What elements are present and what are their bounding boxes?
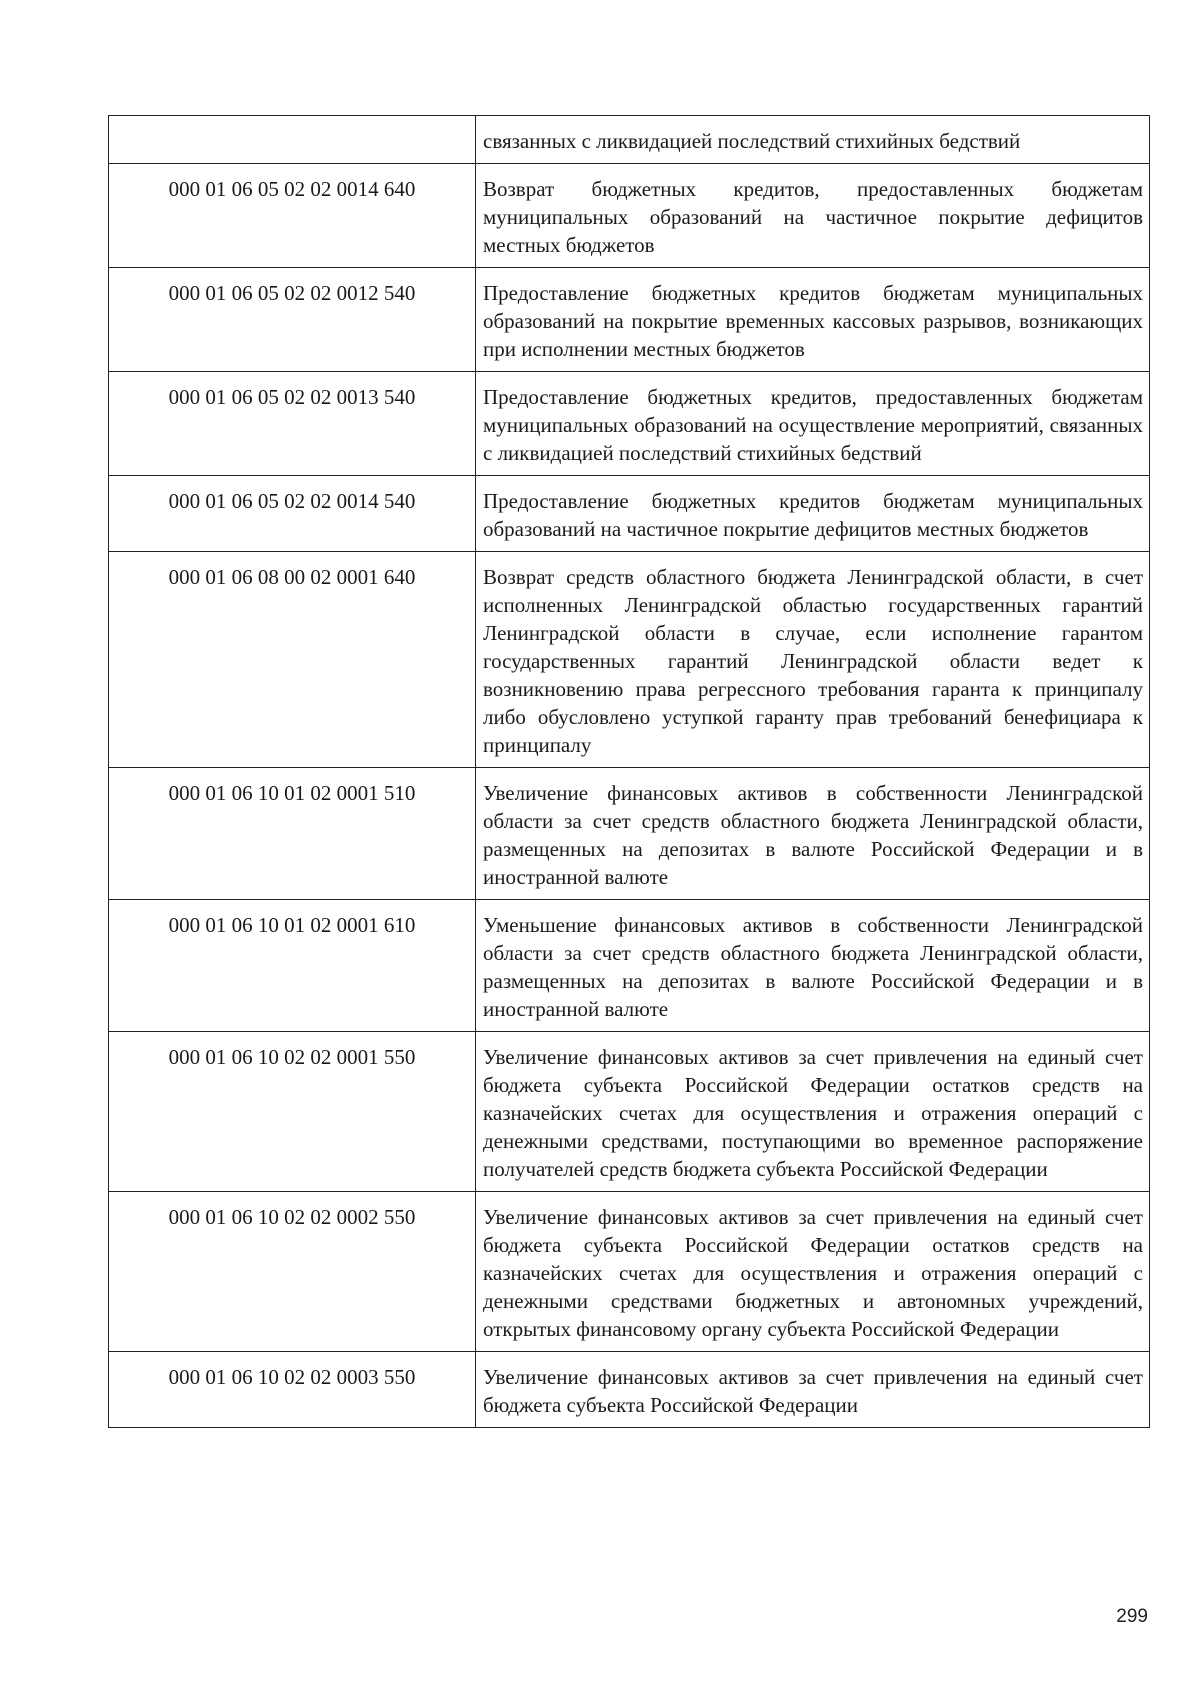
- description-cell: Увеличение финансовых активов за счет привлечения на единый счет бюджета субъекта Российской Федерации остатков средств на казначейских счетах для осуществления и отражения операций с денежными средствами, поступающими во временное распоряжение получателей средств бюджета субъекта Российской Федерации: [476, 1032, 1150, 1192]
- table-body: [109, 116, 1150, 1428]
- description-cell: Увеличение финансовых активов за счет привлечения на единый счет бюджета субъекта Российской Федерации: [476, 1352, 1150, 1428]
- description-cell: связанных с ликвидацией последствий стихийных бедствий: [476, 116, 1150, 164]
- table-row: [109, 268, 1150, 372]
- description-cell: Возврат бюджетных кредитов, предоставленных бюджетам муниципальных образований на частичное покрытие дефицитов местных бюджетов: [476, 164, 1150, 268]
- budget-code-cell: 000 01 06 10 02 02 0001 550: [109, 1032, 476, 1192]
- budget-code-cell: 000 01 06 10 01 02 0001 610: [109, 900, 476, 1032]
- page-number: 299: [1116, 1606, 1148, 1627]
- description-cell: Уменьшение финансовых активов в собственности Ленинградской области за счет средств областного бюджета Ленинградской области, размещенных на депозитах в валюте Российской Федерации и в иностранной валюте: [476, 900, 1150, 1032]
- description-cell: Предоставление бюджетных кредитов бюджетам муниципальных образований на частичное покрытие дефицитов местных бюджетов: [476, 476, 1150, 552]
- table-row: [109, 372, 1150, 476]
- budget-code-cell: 000 01 06 05 02 02 0013 540: [109, 372, 476, 476]
- budget-code-cell: 000 01 06 05 02 02 0012 540: [109, 268, 476, 372]
- budget-code-cell: 000 01 06 05 02 02 0014 640: [109, 164, 476, 268]
- table-row: [109, 900, 1150, 1032]
- description-cell: Предоставление бюджетных кредитов бюджетам муниципальных образований на покрытие временных кассовых разрывов, возникающих при исполнении местных бюджетов: [476, 268, 1150, 372]
- description-cell: Увеличение финансовых активов в собственности Ленинградской области за счет средств областного бюджета Ленинградской области, размещенных на депозитах в валюте Российской Федерации и в иностранной валюте: [476, 768, 1150, 900]
- budget-code-table: [108, 115, 1150, 1428]
- budget-code-cell: 000 01 06 08 00 02 0001 640: [109, 552, 476, 768]
- description-cell: Увеличение финансовых активов за счет привлечения на единый счет бюджета субъекта Российской Федерации остатков средств на казначейских счетах для осуществления и отражения операций с денежными средствами бюджетных и автономных учреждений, открытых финансовому органу субъекта Российской Федерации: [476, 1192, 1150, 1352]
- budget-code-cell: 000 01 06 10 01 02 0001 510: [109, 768, 476, 900]
- description-cell: Предоставление бюджетных кредитов, предоставленных бюджетам муниципальных образований на осуществление мероприятий, связанных с ликвидацией последствий стихийных бедствий: [476, 372, 1150, 476]
- description-cell: Возврат средств областного бюджета Ленинградской области, в счет исполненных Ленинградской областью государственных гарантий Ленинградской области в случае, если исполнение гарантом государственных гарантий Ленинградской области ведет к возникновению права регрессного требования гаранта к принципалу либо обусловлено уступкой гаранту прав требований бенефициара к принципалу: [476, 552, 1150, 768]
- table-row: [109, 476, 1150, 552]
- budget-code-cell: 000 01 06 10 02 02 0002 550: [109, 1192, 476, 1352]
- table-row: [109, 1032, 1150, 1192]
- table-row: [109, 116, 1150, 164]
- table-row: [109, 1192, 1150, 1352]
- budget-code-cell: 000 01 06 10 02 02 0003 550: [109, 1352, 476, 1428]
- table-row: [109, 552, 1150, 768]
- budget-code-cell: 000 01 06 05 02 02 0014 540: [109, 476, 476, 552]
- table-row: [109, 1352, 1150, 1428]
- budget-code-cell: [109, 116, 476, 164]
- table-row: [109, 768, 1150, 900]
- table-row: [109, 164, 1150, 268]
